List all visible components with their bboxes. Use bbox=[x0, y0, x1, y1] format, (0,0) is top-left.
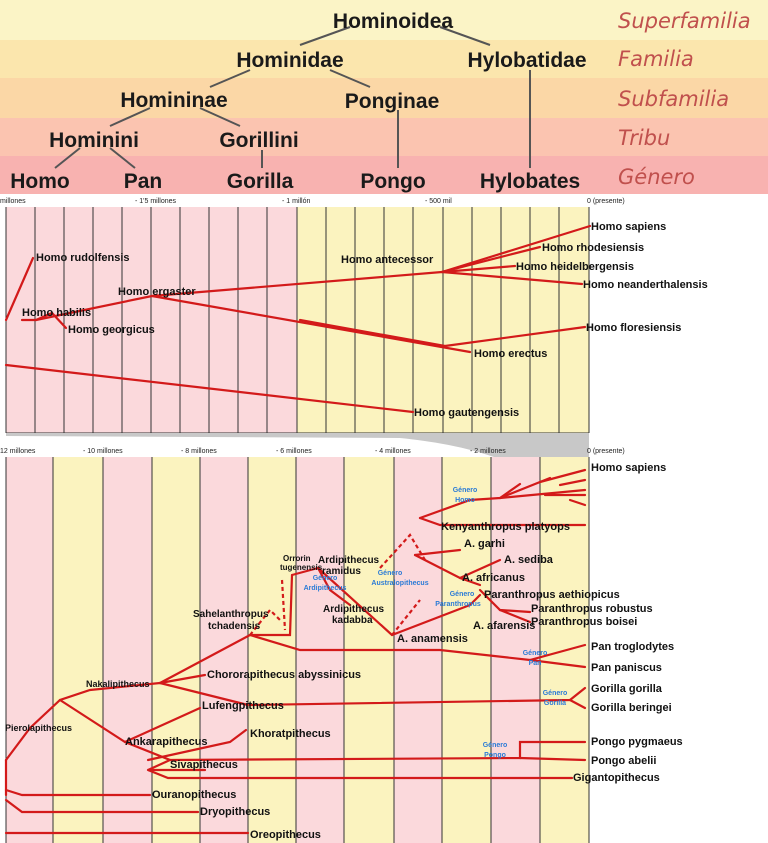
h-georgicus-label: Homo georgicus bbox=[68, 324, 155, 336]
node-hominoidea: Hominoidea bbox=[332, 10, 454, 33]
h-ergaster-label: Homo ergaster bbox=[118, 286, 196, 298]
oreopithecus-label: Oreopithecus bbox=[250, 829, 321, 841]
dryopithecus-label: Dryopithecus bbox=[200, 806, 271, 818]
genus-paran-tag-1: Género bbox=[449, 591, 475, 598]
h-floresiensis-label: Homo floresiensis bbox=[586, 322, 682, 334]
homo-tick-1: - 1'5 millones bbox=[135, 198, 177, 205]
node-ponginae: Ponginae bbox=[344, 90, 440, 113]
genus-pan-tag-1: Género bbox=[522, 650, 548, 657]
homo-tree-panel bbox=[0, 194, 768, 433]
node-hominidae: Hominidae bbox=[236, 49, 344, 72]
genus-austro-tag-1: Género bbox=[377, 570, 403, 577]
node-gorilla: Gorilla bbox=[226, 170, 294, 193]
genus-austro-tag-2: Australopithecus bbox=[371, 580, 429, 587]
node-pan: Pan bbox=[123, 170, 163, 193]
khoratpithecus-label: Khoratpithecus bbox=[250, 728, 331, 740]
h-sapiens-label: Homo sapiens bbox=[591, 221, 667, 233]
kenyanthropus-label: Kenyanthropus platyops bbox=[441, 521, 570, 533]
h-neanderthalensis-label: Homo neanderthalensis bbox=[583, 279, 708, 291]
node-homininae: Homininae bbox=[120, 89, 228, 112]
hominid-tick-0: 12 millones bbox=[0, 448, 36, 455]
a-sediba-label: A. sediba bbox=[504, 554, 553, 566]
genus-gorilla-tag-2: Gorilla bbox=[543, 700, 567, 707]
homo-tick-0: millones bbox=[0, 198, 26, 205]
h-antecessor-label: Homo antecessor bbox=[341, 254, 434, 266]
a-afarensis-label: A. afarensis bbox=[473, 620, 536, 632]
a-anamensis-label: A. anamensis bbox=[397, 633, 468, 645]
pan-troglodytes-label: Pan troglodytes bbox=[591, 641, 675, 653]
pan-paniscus-label: Pan paniscus bbox=[591, 662, 662, 674]
genus-gorilla-tag-1: Género bbox=[542, 690, 568, 697]
p-boisei-label: Paranthropus boisei bbox=[531, 616, 638, 628]
node-hylobates: Hylobates bbox=[479, 170, 581, 193]
lufengpithecus-label: Lufengpithecus bbox=[202, 700, 284, 712]
h-gautengensis-label: Homo gautengensis bbox=[414, 407, 520, 419]
rank-genero: Género bbox=[618, 165, 695, 189]
homo-tick-4: 0 (presente) bbox=[587, 198, 625, 205]
genus-homo-tag-1: Género bbox=[452, 487, 478, 494]
gigantopithecus-label: Gigantopithecus bbox=[573, 772, 660, 784]
h-rhodesiensis-label: Homo rhodesiensis bbox=[542, 242, 645, 254]
a-africanus-label: A. africanus bbox=[462, 572, 525, 584]
hominid-tick-1: - 10 millones bbox=[83, 448, 123, 455]
sahelanthropus-label-1: Sahelanthropus bbox=[193, 609, 269, 620]
sivapithecus-label: Sivapithecus bbox=[170, 759, 238, 771]
rank-superfamilia: Superfamilia bbox=[618, 9, 751, 33]
taxonomy-panel bbox=[0, 0, 768, 194]
ouranopithecus-label: Ouranopithecus bbox=[152, 789, 237, 801]
ardipithecus-ramidus-label-1: Ardipithecus bbox=[318, 555, 380, 566]
h-heidelbergensis-label: Homo heidelbergensis bbox=[516, 261, 634, 273]
node-hominini: Hominini bbox=[49, 129, 139, 152]
genus-ardi-tag-2: Ardipithecus bbox=[303, 585, 347, 592]
homo-tick-2: - 1 millón bbox=[282, 198, 311, 205]
homo-tick-3: - 500 mil bbox=[425, 198, 452, 205]
pongo-pygmaeus-label: Pongo pygmaeus bbox=[591, 736, 683, 748]
h-rudolfensis-label: Homo rudolfensis bbox=[36, 252, 130, 264]
chororapithecus-label: Chororapithecus abyssinicus bbox=[207, 669, 362, 681]
homo-sapiens-label: Homo sapiens bbox=[591, 462, 667, 474]
hominid-tick-3: - 6 millones bbox=[276, 448, 312, 455]
hominid-tick-5: - 2 millones bbox=[470, 448, 506, 455]
node-hylobatidae: Hylobatidae bbox=[467, 49, 587, 72]
sahelanthropus-label-2: tchadensis bbox=[208, 621, 261, 632]
ardipithecus-kadabba-label-2: kadabba bbox=[332, 615, 373, 626]
genus-ardi-tag-1: Género bbox=[312, 575, 338, 582]
h-erectus-label: Homo erectus bbox=[474, 348, 548, 360]
ankarapithecus-label: Ankarapithecus bbox=[125, 736, 208, 748]
genus-homo-tag-2: Homo bbox=[455, 497, 475, 504]
hominid-tick-4: - 4 millones bbox=[375, 448, 411, 455]
rank-subfamilia: Subfamilia bbox=[618, 87, 730, 111]
h-habilis-label: Homo habilis bbox=[22, 307, 92, 319]
rank-familia: Familia bbox=[618, 47, 694, 71]
nakalipithecus-label: Nakalipithecus bbox=[86, 679, 150, 689]
hominid-tick-2: - 8 millones bbox=[181, 448, 217, 455]
genus-pongo-tag-2: Pongo bbox=[484, 752, 506, 759]
node-gorillini: Gorillini bbox=[219, 129, 299, 152]
pierolapithecus-label: Pierolapithecus bbox=[5, 723, 73, 733]
orrorin-label-1: Orrorin bbox=[283, 554, 311, 563]
genus-pongo-tag-1: Género bbox=[482, 742, 508, 749]
node-homo: Homo bbox=[10, 170, 70, 193]
orrorin-label-2: tugenensis bbox=[280, 563, 323, 572]
rank-tribu: Tribu bbox=[618, 126, 671, 150]
a-garhi-label: A. garhi bbox=[464, 538, 505, 550]
ardipithecus-kadabba-label-1: Ardipithecus bbox=[323, 604, 385, 615]
ardipithecus-ramidus-label-2: ramidus bbox=[322, 566, 361, 577]
hominid-tree-panel bbox=[0, 433, 683, 843]
genus-pan-tag-2: Pan bbox=[528, 660, 542, 667]
node-pongo: Pongo bbox=[360, 170, 426, 193]
gorilla-beringei-label: Gorilla beringei bbox=[591, 702, 672, 714]
p-aethiopicus-label: Paranthropus aethiopicus bbox=[484, 589, 620, 601]
gorilla-gorilla-label: Gorilla gorilla bbox=[591, 683, 662, 695]
p-robustus-label: Paranthropus robustus bbox=[531, 603, 653, 615]
pongo-abelii-label: Pongo abelii bbox=[591, 755, 657, 767]
genus-paran-tag-2: Paranthropus bbox=[435, 601, 481, 608]
hominid-tick-6: 0 (presente) bbox=[587, 448, 625, 455]
